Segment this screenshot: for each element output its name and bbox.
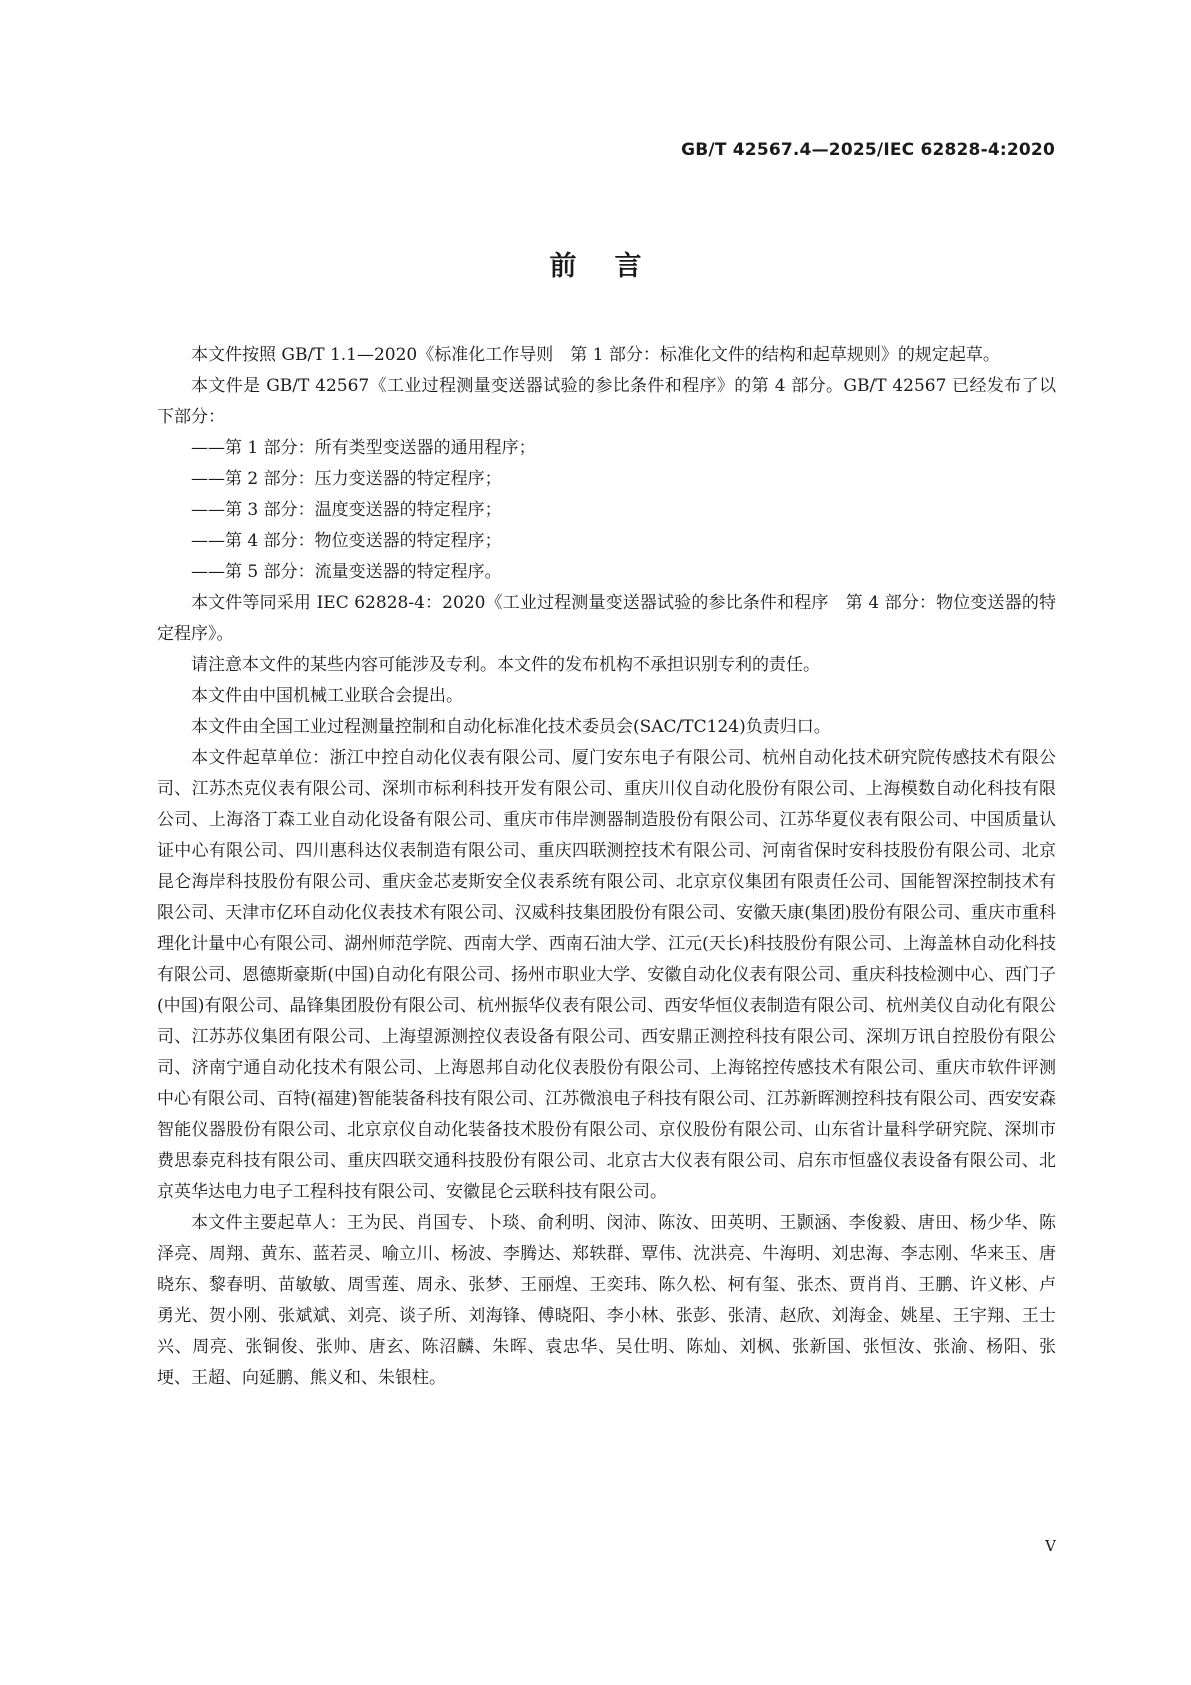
paragraph-drafting-units: 本文件起草单位：浙江中控自动化仪表有限公司、厦门安东电子有限公司、杭州自动化技术研究院传感技术有限公司、江苏杰克仪表有限公司、深圳市标利科技开发有限公司、重庆川仪自动化股份有限公司、上海模数自动化科技有限公司、上海洛丁森工业自动化设备有限公司、重庆市伟岸测器制造股份有限公司、江苏华夏仪表有限公司、中国质量认证中心有限公司、四川惠科达仪表制造有限公司、重庆四联测控技术有限公司、河南省保时安科技股份有限公司、北京昆仑海岸科技股份有限公司、重庆金芯麦斯安全仪表系统有限公司、北京京仪集团有限责任公司、国能智深控制技术有限公司、天津市亿环自动化仪表技术有限公司、汉威科技集团股份有限公司、安徽天康(集团)股份有限公司、重庆市重科理化计量中心有限公司、湖州师范学院、西南大学、西南石油大学、江元(天长)科技股份有限公司、上海盖林自动化科技有限公司、恩德斯豪斯(中国)自动化有限公司、扬州市职业大学、安徽自动化仪表有限公司、重庆科技检测中心、西门子(中国)有限公司、晶锋集团股份有限公司、杭州振华仪表有限公司、西安华恒仪表制造有限公司、杭州美仪自动化有限公司、江苏苏仪集团有限公司、上海望源测控仪表设备有限公司、西安鼎正测控科技有限公司、深圳万讯自控股份有限公司、济南宁通自动化技术有限公司、上海恩邦自动化仪表股份有限公司、上海铭控传感技术有限公司、重庆市软件评测中心有限公司、百特(福建)智能装备科技有限公司、江苏微浪电子科技有限公司、江苏新晖测控科技有限公司、西安安森智能仪器股份有限公司、北京京仪自动化装备技术股份有限公司、京仪股份有限公司、山东省计量科学研究院、深圳市费思泰克科技有限公司、重庆四联交通科技股份有限公司、北京古大仪表有限公司、启东市恒盛仪表设备有限公司、北京英华达电力电子工程科技有限公司、安徽昆仑云联科技有限公司。 [157, 748, 1056, 1202]
foreword-body [157, 340, 1056, 1394]
list-item: ——第 1 部分：所有类型变送器的通用程序； [191, 438, 536, 458]
standard-number: GB/T 42567.4—2025/IEC 62828-4:2020 [681, 140, 1055, 160]
paragraph-adoption: 本文件等同采用 IEC 62828-4：2020《工业过程测量变送器试验的参比条件和程序 第 4 部分：物位变送器的特定程序》。 [157, 593, 1056, 644]
paragraph-series-intro: 本文件是 GB/T 42567《工业过程测量变送器试验的参比条件和程序》的第 4 部分。GB/T 42567 已经发布了以下部分： [157, 376, 1056, 427]
list-item: ——第 2 部分：压力变送器的特定程序； [191, 469, 502, 489]
paragraph-patent-notice: 请注意本文件的某些内容可能涉及专利。本文件的发布机构不承担识别专利的责任。 [191, 655, 820, 675]
page-number: V [1045, 1537, 1056, 1555]
paragraph-drafters: 本文件主要起草人：王为民、肖国专、卜琰、俞利明、闵沛、陈汝、田英明、王颢涵、李俊毅、唐田、杨少华、陈泽亮、周翔、黄东、蓝若灵、喻立川、杨波、李腾达、郑轶群、覃伟、沈洪亮、牛海明、刘忠海、李志刚、华来玉、唐晓东、黎春明、苗敏敏、周雪莲、周永、张梦、王丽煌、王奕玮、陈久松、柯有玺、张杰、贾肖肖、王鹏、许义彬、卢勇光、贺小刚、张斌斌、刘亮、谈子所、刘海锋、傅晓阳、李小林、张彭、张清、赵欣、刘海金、姚星、王宇翔、王士兴、周亮、张铜俊、张帅、唐玄、陈沼麟、朱晖、袁忠华、吴仕明、陈灿、刘枫、张新国、张恒汝、张渝、杨阳、张埂、王超、向延鹏、熊义和、朱银柱。 [157, 1213, 1056, 1388]
paragraph-committee: 本文件由全国工业过程测量控制和自动化标准化技术委员会(SAC/TC124)负责归口。 [191, 717, 831, 737]
list-item: ——第 4 部分：物位变送器的特定程序； [191, 531, 502, 551]
paragraph-proposer: 本文件由中国机械工业联合会提出。 [191, 686, 463, 706]
list-item: ——第 5 部分：流量变送器的特定程序。 [191, 562, 502, 582]
paragraph-drafting-rules: 本文件按照 GB/T 1.1—2020《标准化工作导则 第 1 部分：标准化文件的结构和起草规则》的规定起草。 [191, 345, 1000, 365]
list-item: ——第 3 部分：温度变送器的特定程序； [191, 500, 502, 520]
page-title: 前言 [549, 251, 680, 282]
